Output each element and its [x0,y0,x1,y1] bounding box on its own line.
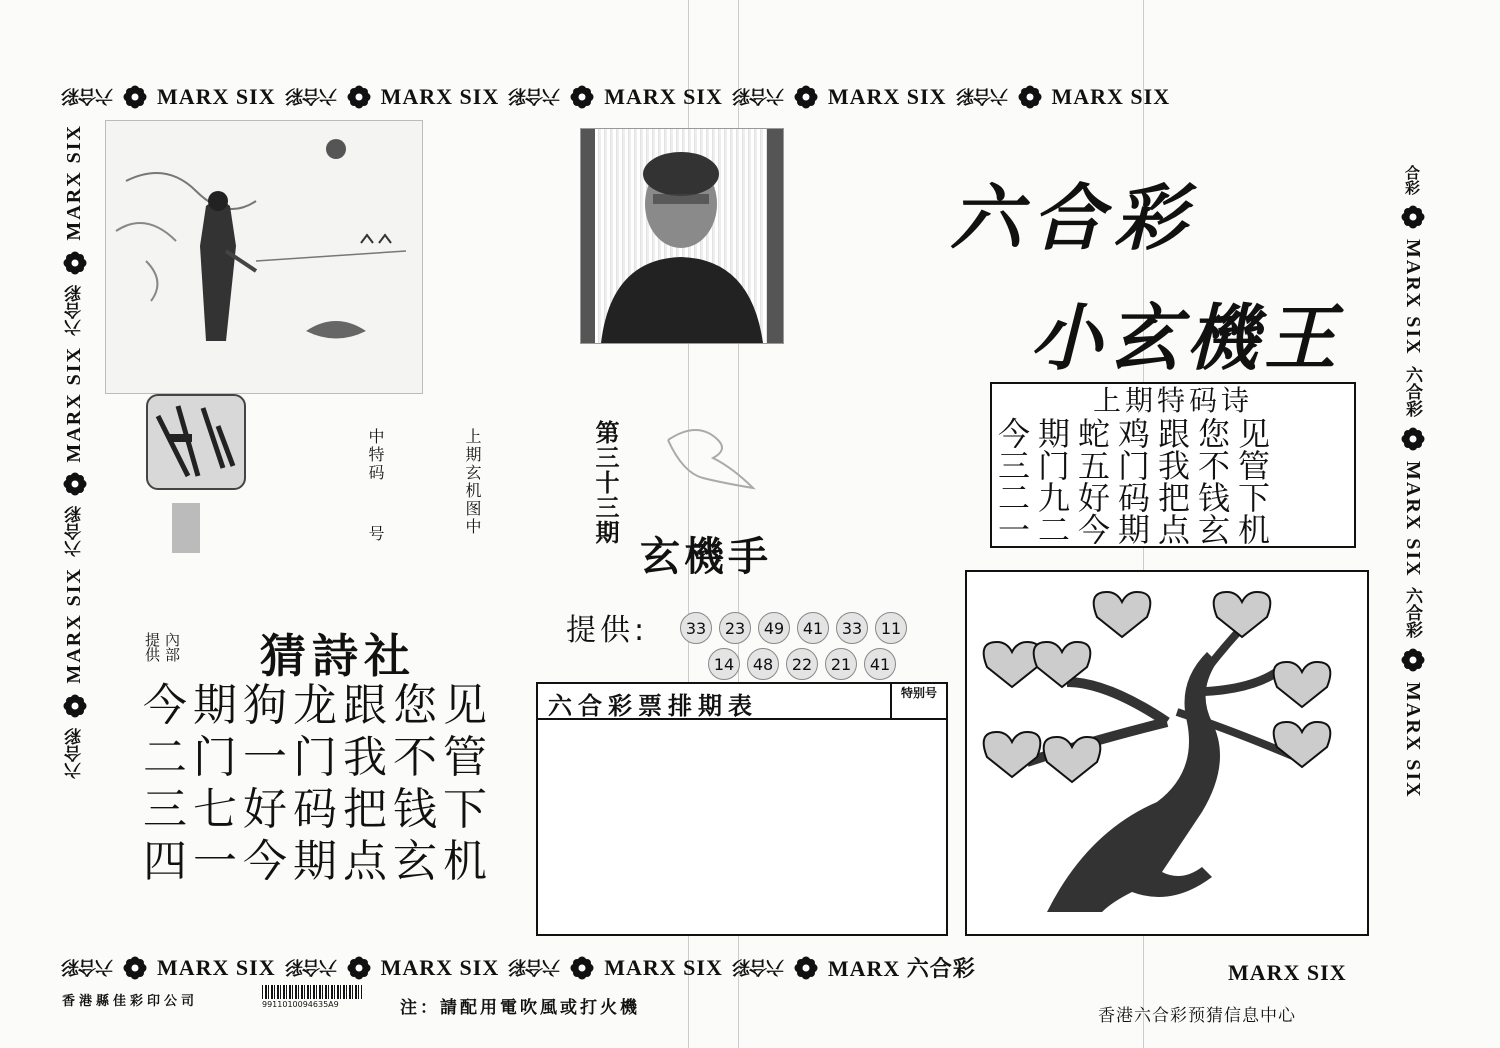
flower-icon [794,956,818,980]
tree-illustration [965,570,1369,936]
right-poem-line: 今期蛇鸡跟您见 [998,415,1279,453]
number-ball: 49 [758,612,790,644]
society-title: 猜詩社 [260,629,416,683]
numbers-row-1 [680,612,907,644]
main-title: 六合彩 [950,176,1197,260]
flower-icon [1401,648,1425,672]
painting-drawing [106,121,422,393]
number-ball: 22 [786,648,818,680]
border-lhc: 六合彩 [956,85,1008,106]
border-lhc: 六合彩 [62,85,113,106]
border-lhc: 六合彩 [732,955,784,977]
flower-icon [794,85,818,109]
number-ball: 41 [797,612,829,644]
border-marx: MARX SIX [63,567,85,684]
poem-line: 四一今期点玄机 [143,836,493,887]
barcode [262,985,362,999]
barcode-text: 9911010094635A9 [262,1000,339,1009]
ink-painting [105,120,423,394]
flower-icon [1018,85,1042,109]
border-marx: MARX SIX [157,84,276,109]
flower-icon [123,85,147,109]
badge-top: 內部 [163,632,181,662]
number-ball: 33 [836,612,868,644]
right-poem-title: 上期特码诗 [1092,384,1253,417]
hand-title: 玄機手 [640,534,772,580]
issue-number: 第三十三期 [591,420,619,545]
special-label: 特别号 [900,686,937,700]
portrait-photo [580,128,784,344]
border-marx: MARX SIX [380,954,500,980]
caption-main: 上期玄机图中 [463,428,482,536]
caption-num: 号 [366,525,385,543]
border-marx-mixed: MARX 六合彩 [827,956,976,981]
poem-line: 今期狗龙跟您见 [143,680,493,731]
company-name: 香港縣佳彩印公司 [62,994,199,1009]
left-border [62,124,87,779]
number-ball: 41 [864,648,896,680]
schedule-title: 六合彩票排期表 [538,684,892,718]
border-lhc: 六合彩 [65,727,85,779]
provide-label: 提供: [566,613,649,648]
border-marx: MARX SIX [380,84,500,109]
border-marx: MARX SIX [157,954,276,980]
border-marx: MARX SIX [63,345,85,463]
number-ball: 11 [875,612,907,644]
flower-icon [123,956,147,980]
border-marx: MARX SIX [1228,960,1347,985]
border-lhc: 六合彩 [1402,587,1422,639]
right-poem-line: 二九好码把钱下 [998,479,1279,517]
bottom-border [62,952,976,983]
flower-icon [1401,205,1425,229]
right-border [1400,165,1425,799]
badge-bottom: 提供 [143,632,161,662]
numbers-row-2 [708,648,896,680]
fan-seal-icon [146,394,246,490]
border-marx: MARX SIX [1051,84,1171,109]
border-marx: MARX SIX [1402,460,1424,578]
poem-line: 三七好码把钱下 [143,784,493,835]
right-poem-line: 一二今期点玄机 [998,511,1279,548]
flower-icon [63,694,87,718]
border-lhc: 六合彩 [509,85,561,106]
seal-stub [172,503,200,553]
border-lhc: 六合彩 [1402,365,1422,417]
flower-icon [63,472,87,496]
left-poem [143,680,493,888]
border-lhc: 六合彩 [65,284,85,336]
right-poem-box [990,382,1356,548]
number-ball: 21 [825,648,857,680]
number-ball: 14 [708,648,740,680]
border-lhc: 合彩 [1403,165,1421,195]
border-marx: MARX SIX [1402,239,1424,356]
schedule-table [536,682,948,936]
border-marx: MARX SIX [1402,682,1424,799]
border-marx: MARX SIX [604,954,723,980]
hand-sketch-icon [648,420,768,500]
flower-icon [347,956,371,980]
border-marx: MARX SIX [827,84,947,109]
flower-icon [570,85,594,109]
number-ball: 48 [747,648,779,680]
border-lhc: 六合彩 [62,955,113,977]
border-marx: MARX SIX [63,124,85,241]
border-lhc: 六合彩 [285,85,337,106]
border-lhc: 六合彩 [285,955,337,977]
right-poem-line: 三门五门我不管 [998,447,1279,485]
schedule-header [538,684,946,720]
flower-icon [63,251,87,275]
flower-icon [347,85,371,109]
border-lhc: 六合彩 [509,955,561,977]
number-ball: 33 [680,612,712,644]
number-ball: 23 [719,612,751,644]
poem-line: 二门一门我不管 [143,732,493,783]
flower-icon [570,956,594,980]
caption-mid: 中特码 [366,428,385,482]
sub-title: 小玄機王 [1030,296,1343,380]
border-lhc: 六合彩 [732,85,784,106]
footer-center: 香港六合彩预猜信息中心 [1098,1006,1296,1026]
top-border [62,84,1170,110]
usage-note: 注：請配用電吹風或打火機 [400,998,640,1018]
border-lhc: 六合彩 [65,506,85,558]
flower-icon [1401,427,1425,451]
border-marx: MARX SIX [604,84,723,109]
